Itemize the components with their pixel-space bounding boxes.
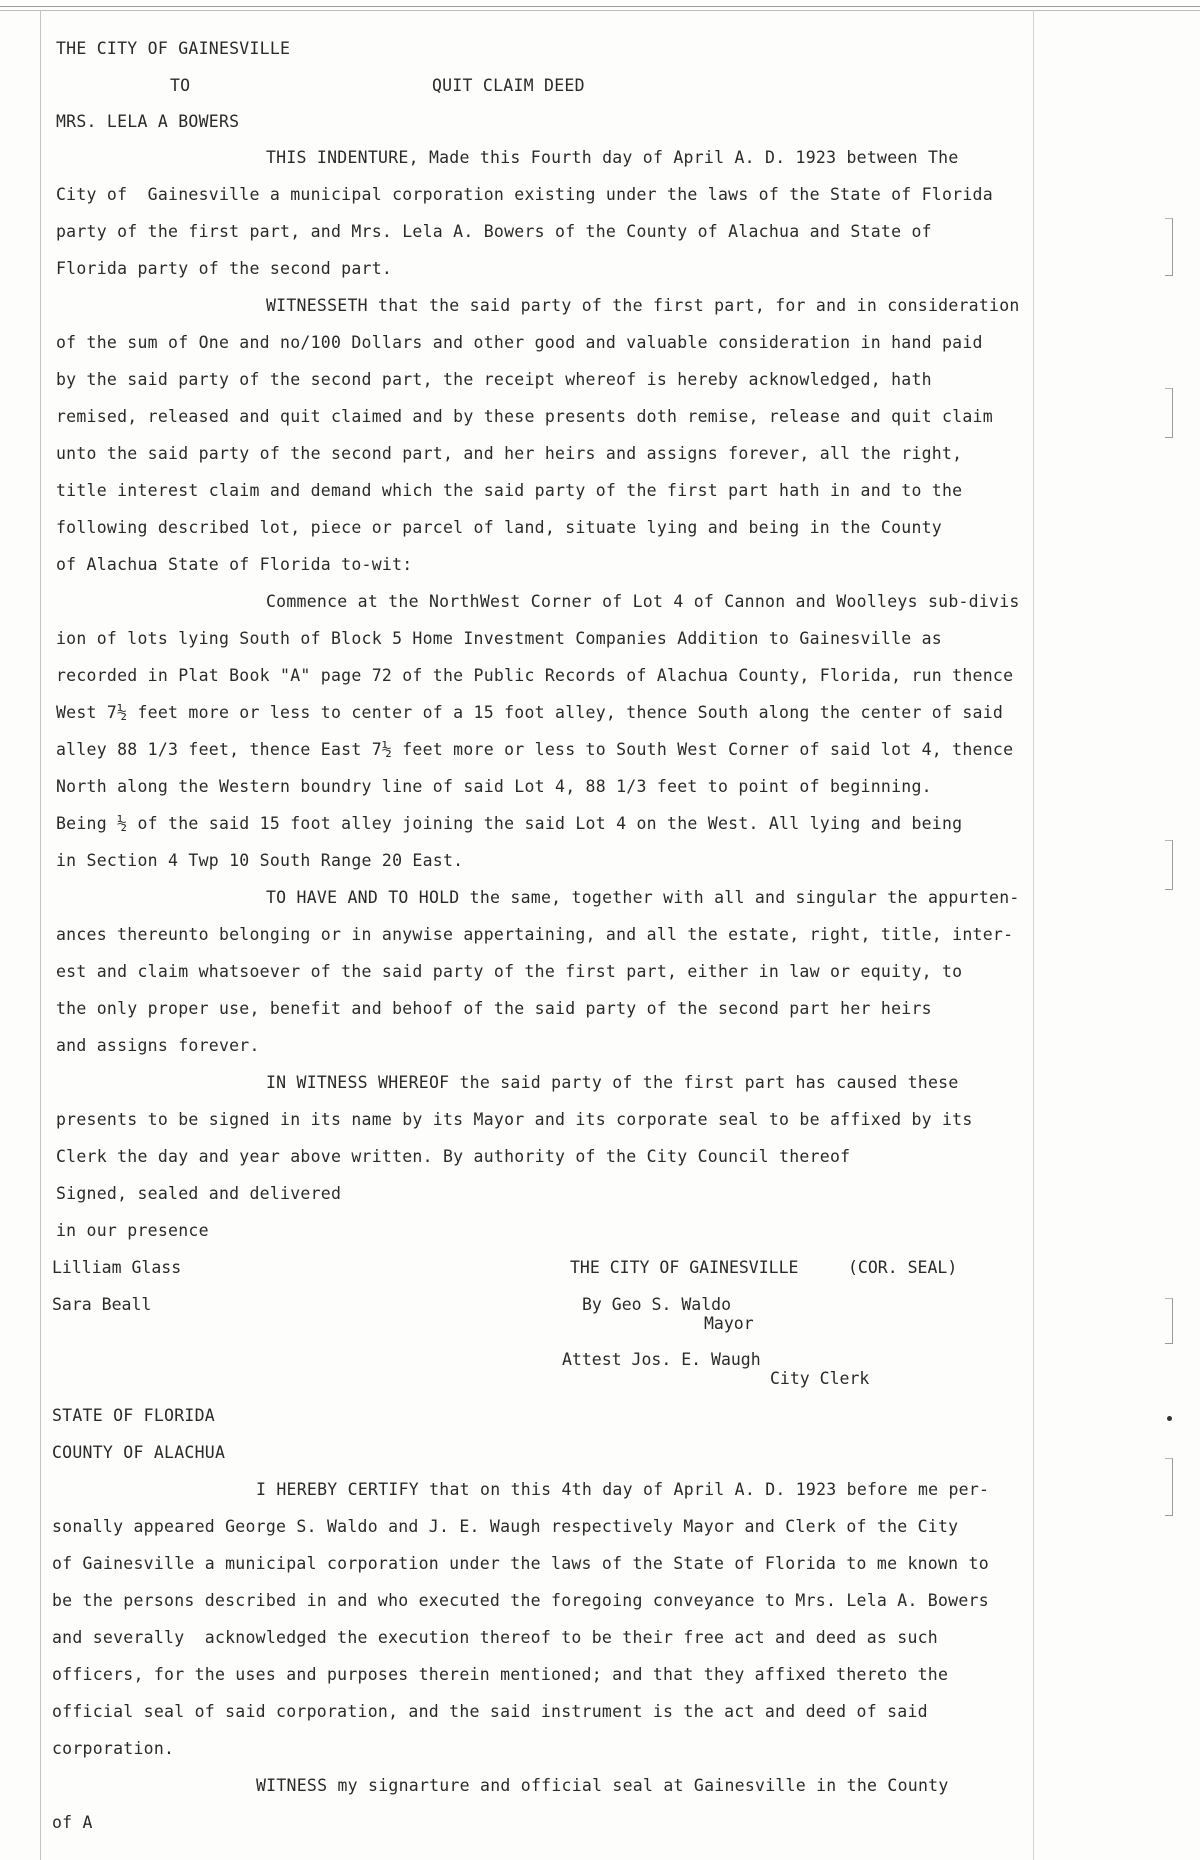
mayor-signature: By Geo S. Waldo [582, 1295, 732, 1314]
deed-line: City of Gainesville a municipal corporation existing under the laws of the State of Florida [56, 185, 993, 204]
deed-line: of Alachua State of Florida to-wit: [56, 555, 413, 574]
deed-line: unto the said party of the second part, and her heirs and assigns forever, all the right, [56, 444, 963, 463]
clerk-title: City Clerk [770, 1369, 870, 1388]
clerk-attestation: Attest Jos. E. Waugh [562, 1350, 761, 1369]
mayor-title: Mayor [704, 1314, 754, 1333]
left-margin-rule [40, 10, 41, 1860]
deed-line: of the sum of One and no/100 Dollars and other good and valuable consideration in hand paid [56, 333, 983, 352]
deed-line: by the said party of the second part, the receipt whereof is hereby acknowledged, hath [56, 370, 932, 389]
margin-bracket-mark [1165, 1298, 1173, 1344]
legal-description-line: Commence at the NorthWest Corner of Lot 4 of Cannon and Woolleys sub-divis [266, 592, 1020, 611]
deed-line: the only proper use, benefit and behoof of the said party of the second part her heirs [56, 999, 932, 1018]
acknowledgment-line: official seal of said corporation, and the said instrument is the act and deed of said [52, 1702, 928, 1721]
acknowledgment-line: sonally appeared George S. Waldo and J. E. Waugh respectively Mayor and Clerk of the City [52, 1517, 959, 1536]
deed-line: in our presence [56, 1221, 209, 1240]
deed-line: Signed, sealed and delivered [56, 1184, 342, 1203]
deed-line: est and claim whatsoever of the said party of the first part, either in law or equity, to [56, 962, 963, 981]
margin-bracket-mark [1165, 1458, 1173, 1516]
witness-signature: Sara Beall [52, 1295, 152, 1314]
deed-line: Clerk the day and year above written. By authority of the City Council thereof [56, 1147, 851, 1166]
legal-description-line: alley 88 1/3 feet, thence East 7½ feet more or less to South West Corner of said lot 4, thence [56, 740, 1014, 759]
grantor-heading: THE CITY OF GAINESVILLE [56, 39, 291, 58]
document-type: QUIT CLAIM DEED [432, 76, 585, 95]
witness-signature: Lilliam Glass [52, 1258, 182, 1277]
deed-line: presents to be signed in its name by its Mayor and its corporate seal to be affixed by its [56, 1110, 973, 1129]
deed-line: ances thereunto belonging or in anywise appertaining, and all the estate, right, title, inter- [56, 925, 1014, 944]
margin-bracket-mark [1165, 388, 1173, 438]
legal-description-line: in Section 4 Twp 10 South Range 20 East. [56, 851, 464, 870]
deed-line: party of the first part, and Mrs. Lela A. Bowers of the County of Alachua and State of [56, 222, 932, 241]
legal-description-line: ion of lots lying South of Block 5 Home Investment Companies Addition to Gainesville as [56, 629, 942, 648]
grantor-signature-name: THE CITY OF GAINESVILLE [570, 1258, 799, 1277]
margin-dot-mark [1167, 1416, 1172, 1421]
deed-line: title interest claim and demand which the said party of the first part hath in and to the [56, 481, 963, 500]
deed-line: following described lot, piece or parcel of land, situate lying and being in the County [56, 518, 942, 537]
legal-description-line: North along the Western boundry line of said Lot 4, 88 1/3 feet to point of beginning. [56, 777, 932, 796]
to-label: TO [170, 76, 191, 95]
margin-bracket-mark [1165, 840, 1173, 890]
acknowledgment-line: WITNESS my signarture and official seal at Gainesville in the County [256, 1776, 949, 1795]
top-border [0, 6, 1200, 11]
legal-description-line: Being ½ of the said 15 foot alley joining the said Lot 4 on the West. All lying and being [56, 814, 963, 833]
acknowledgment-line: be the persons described in and who executed the foregoing conveyance to Mrs. Lela A. Bowers [52, 1591, 989, 1610]
deed-line: Florida party of the second part. [56, 259, 393, 278]
deed-line: remised, released and quit claimed and by these presents doth remise, release and quit claim [56, 407, 993, 426]
right-margin-rule [1033, 10, 1034, 1860]
acknowledgment-line: corporation. [52, 1739, 175, 1758]
acknowledgment-line: of Gainesville a municipal corporation under the laws of the State of Florida to me known to [52, 1554, 989, 1573]
deed-line: WITNESSETH that the said party of the first part, for and in consideration [266, 296, 1020, 315]
deed-line: THIS INDENTURE, Made this Fourth day of April A. D. 1923 between The [266, 148, 959, 167]
state-heading: STATE OF FLORIDA [52, 1406, 215, 1425]
acknowledgment-line: officers, for the uses and purposes therein mentioned; and that they affixed thereto the [52, 1665, 949, 1684]
deed-line: TO HAVE AND TO HOLD the same, together with all and singular the appurten- [266, 888, 1020, 907]
deed-line: and assigns forever. [56, 1036, 260, 1055]
acknowledgment-line: of A [52, 1813, 93, 1832]
acknowledgment-line: I HEREBY CERTIFY that on this 4th day of April A. D. 1923 before me per- [256, 1480, 990, 1499]
corporate-seal-label: (COR. SEAL) [848, 1258, 958, 1277]
margin-bracket-mark [1165, 218, 1173, 276]
acknowledgment-line: and severally acknowledged the execution thereof to be their free act and deed as such [52, 1628, 938, 1647]
deed-line: IN WITNESS WHEREOF the said party of the first part has caused these [266, 1073, 959, 1092]
grantee-heading: MRS. LELA A BOWERS [56, 112, 240, 131]
county-heading: COUNTY OF ALACHUA [52, 1443, 226, 1462]
legal-description-line: West 7½ feet more or less to center of a 15 foot alley, thence South along the center of said [56, 703, 1004, 722]
legal-description-line: recorded in Plat Book "A" page 72 of the Public Records of Alachua County, Florida, run thence [56, 666, 1014, 685]
